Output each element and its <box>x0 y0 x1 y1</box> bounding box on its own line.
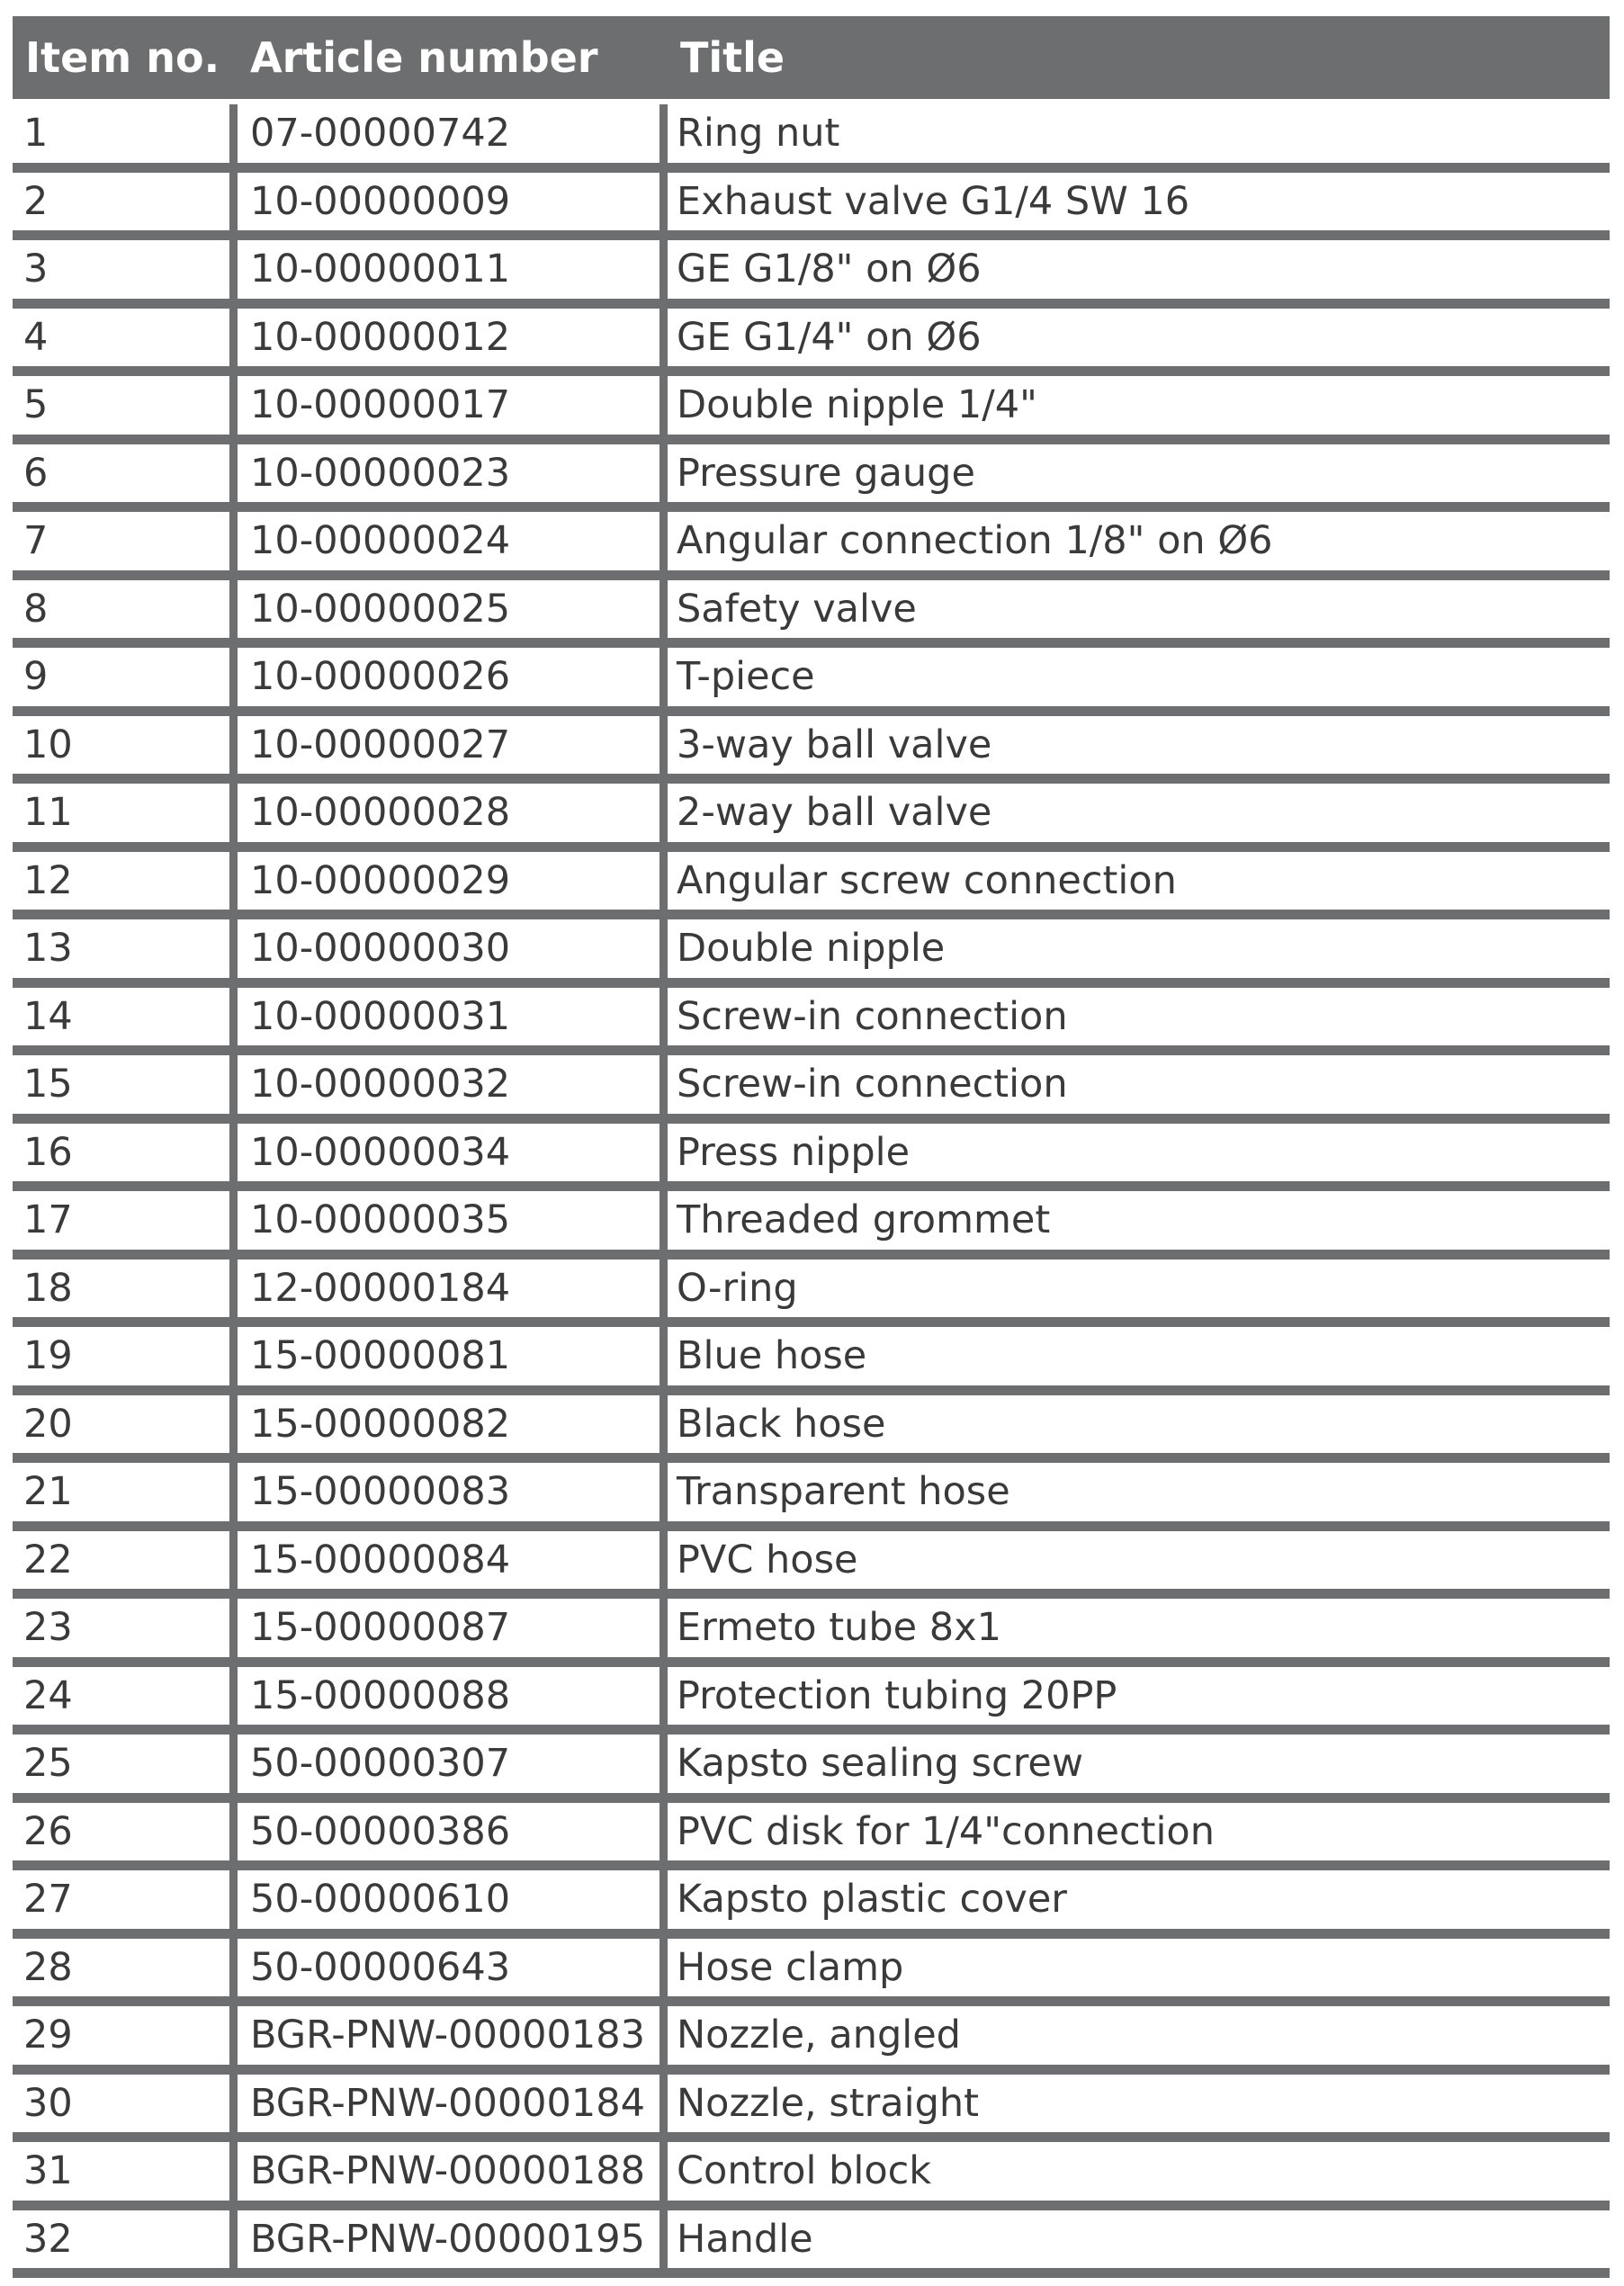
table-row <box>13 988 1610 1056</box>
title-cell: Screw-in connection <box>677 1062 1068 1107</box>
title-cell: Threaded grommet <box>677 1197 1051 1243</box>
title-cell: Safety valve <box>677 586 917 632</box>
table-row <box>13 784 1610 852</box>
table-row <box>13 1531 1610 1600</box>
table-row <box>13 1939 1610 2007</box>
title-cell: Blue hose <box>677 1333 867 1379</box>
article-number-cell: BGR-PNW-00000188 <box>238 2142 668 2201</box>
table-row <box>13 2210 1610 2279</box>
article-number-cell: 10-00000032 <box>238 1055 668 1114</box>
item-no-cell: 6 <box>13 444 238 503</box>
article-number-cell: 10-00000017 <box>238 376 668 435</box>
title-cell: T-piece <box>677 654 815 700</box>
item-no-cell: 3 <box>13 240 238 299</box>
item-no-cell: 28 <box>13 1939 238 1997</box>
title-cell: PVC disk for 1/4"connection <box>677 1808 1215 1854</box>
header-title: Title <box>680 33 785 82</box>
item-no-cell: 8 <box>13 580 238 639</box>
article-number-cell: 10-00000028 <box>238 784 668 842</box>
item-no-cell: 7 <box>13 512 238 570</box>
table-row <box>13 444 1610 513</box>
table-header <box>13 16 1610 99</box>
title-cell: Exhaust valve G1/4 SW 16 <box>677 178 1190 224</box>
item-no-cell: 10 <box>13 716 238 775</box>
article-number-cell: 50-00000307 <box>238 1735 668 1793</box>
item-no-cell: 13 <box>13 919 238 978</box>
table-row <box>13 1667 1610 1735</box>
item-no-cell: 1 <box>13 104 238 163</box>
article-number-cell: 07-00000742 <box>238 104 668 163</box>
article-number-cell: 10-00000034 <box>238 1124 668 1182</box>
item-no-cell: 11 <box>13 784 238 842</box>
article-number-cell: 10-00000031 <box>238 988 668 1046</box>
article-number-cell: 10-00000025 <box>238 580 668 639</box>
title-cell: Pressure gauge <box>677 450 975 496</box>
title-cell: O-ring <box>677 1265 798 1311</box>
article-number-cell: 50-00000643 <box>238 1939 668 1997</box>
item-no-cell: 22 <box>13 1531 238 1590</box>
table-row <box>13 919 1610 988</box>
table-row <box>13 852 1610 920</box>
table-row <box>13 648 1610 716</box>
article-number-cell: 15-00000082 <box>238 1395 668 1454</box>
item-no-cell: 9 <box>13 648 238 706</box>
title-cell: Double nipple <box>677 926 946 972</box>
item-no-cell: 27 <box>13 1870 238 1929</box>
title-cell: Kapsto sealing screw <box>677 1741 1084 1787</box>
article-number-cell: 10-00000012 <box>238 309 668 367</box>
item-no-cell: 21 <box>13 1463 238 1521</box>
table-row <box>13 104 1610 173</box>
title-cell: Hose clamp <box>677 1944 904 1990</box>
article-number-cell: 10-00000029 <box>238 852 668 910</box>
article-number-cell: 15-00000083 <box>238 1463 668 1521</box>
article-number-cell: BGR-PNW-00000183 <box>238 2006 668 2065</box>
table-row <box>13 2142 1610 2210</box>
title-cell: Ring nut <box>677 111 840 157</box>
table-body <box>13 104 1610 2278</box>
article-number-cell: 10-00000035 <box>238 1191 668 1250</box>
table-row <box>13 2075 1610 2143</box>
title-cell: Nozzle, angled <box>677 2013 961 2058</box>
table-row <box>13 512 1610 580</box>
article-number-cell: 15-00000084 <box>238 1531 668 1590</box>
article-number-cell: 10-00000027 <box>238 716 668 775</box>
header-item-no: Item no. <box>25 33 220 82</box>
table-row <box>13 1735 1610 1803</box>
title-cell: Control block <box>677 2148 932 2194</box>
title-cell: GE G1/4" on Ø6 <box>677 314 982 360</box>
title-cell: Angular connection 1/8" on Ø6 <box>677 518 1273 564</box>
table-row <box>13 1260 1610 1328</box>
item-no-cell: 2 <box>13 173 238 231</box>
item-no-cell: 20 <box>13 1395 238 1454</box>
item-no-cell: 32 <box>13 2210 238 2269</box>
item-no-cell: 23 <box>13 1599 238 1657</box>
article-number-cell: 15-00000088 <box>238 1667 668 1726</box>
article-number-cell: 10-00000030 <box>238 919 668 978</box>
table-row <box>13 240 1610 309</box>
table-row <box>13 1803 1610 1871</box>
table-row <box>13 1327 1610 1395</box>
article-number-cell: 10-00000026 <box>238 648 668 706</box>
title-cell: Angular screw connection <box>677 857 1177 903</box>
article-number-cell: 10-00000023 <box>238 444 668 503</box>
article-number-cell: 15-00000087 <box>238 1599 668 1657</box>
table-row <box>13 580 1610 649</box>
article-number-cell: BGR-PNW-00000184 <box>238 2075 668 2133</box>
title-cell: Kapsto plastic cover <box>677 1877 1067 1923</box>
article-number-cell: 10-00000009 <box>238 173 668 231</box>
item-no-cell: 30 <box>13 2075 238 2133</box>
table-row <box>13 1463 1610 1531</box>
item-no-cell: 24 <box>13 1667 238 1726</box>
title-cell: Nozzle, straight <box>677 2080 980 2126</box>
table-row <box>13 1055 1610 1124</box>
parts-table <box>13 16 1610 2278</box>
table-row <box>13 1870 1610 1939</box>
article-number-cell: 50-00000610 <box>238 1870 668 1929</box>
title-cell: PVC hose <box>677 1537 858 1582</box>
item-no-cell: 4 <box>13 309 238 367</box>
item-no-cell: 5 <box>13 376 238 435</box>
title-cell: Screw-in connection <box>677 993 1068 1039</box>
title-cell: Handle <box>677 2216 813 2262</box>
title-cell: GE G1/8" on Ø6 <box>677 247 982 292</box>
title-cell: Protection tubing 20PP <box>677 1672 1117 1718</box>
item-no-cell: 18 <box>13 1260 238 1318</box>
item-no-cell: 31 <box>13 2142 238 2201</box>
title-cell: 2-way ball valve <box>677 790 992 836</box>
item-no-cell: 29 <box>13 2006 238 2065</box>
table-row <box>13 716 1610 784</box>
article-number-cell: 10-00000011 <box>238 240 668 299</box>
article-number-cell: 50-00000386 <box>238 1803 668 1861</box>
item-no-cell: 12 <box>13 852 238 910</box>
header-article-number: Article number <box>250 33 598 82</box>
title-cell: Double nipple 1/4" <box>677 382 1037 428</box>
table-row <box>13 2006 1610 2075</box>
table-row <box>13 173 1610 241</box>
table-row <box>13 1124 1610 1192</box>
title-cell: Transparent hose <box>677 1469 1010 1515</box>
table-row <box>13 376 1610 444</box>
table-row <box>13 1191 1610 1260</box>
article-number-cell: BGR-PNW-00000195 <box>238 2210 668 2269</box>
item-no-cell: 14 <box>13 988 238 1046</box>
title-cell: Black hose <box>677 1401 886 1447</box>
article-number-cell: 12-00000184 <box>238 1260 668 1318</box>
title-cell: Ermeto tube 8x1 <box>677 1605 1001 1651</box>
item-no-cell: 15 <box>13 1055 238 1114</box>
title-cell: Press nipple <box>677 1129 911 1175</box>
item-no-cell: 25 <box>13 1735 238 1793</box>
article-number-cell: 10-00000024 <box>238 512 668 570</box>
table-row <box>13 1599 1610 1667</box>
item-no-cell: 17 <box>13 1191 238 1250</box>
article-number-cell: 15-00000081 <box>238 1327 668 1385</box>
item-no-cell: 26 <box>13 1803 238 1861</box>
title-cell: 3-way ball valve <box>677 722 992 767</box>
item-no-cell: 19 <box>13 1327 238 1385</box>
item-no-cell: 16 <box>13 1124 238 1182</box>
table-row <box>13 309 1610 377</box>
table-row <box>13 1395 1610 1464</box>
